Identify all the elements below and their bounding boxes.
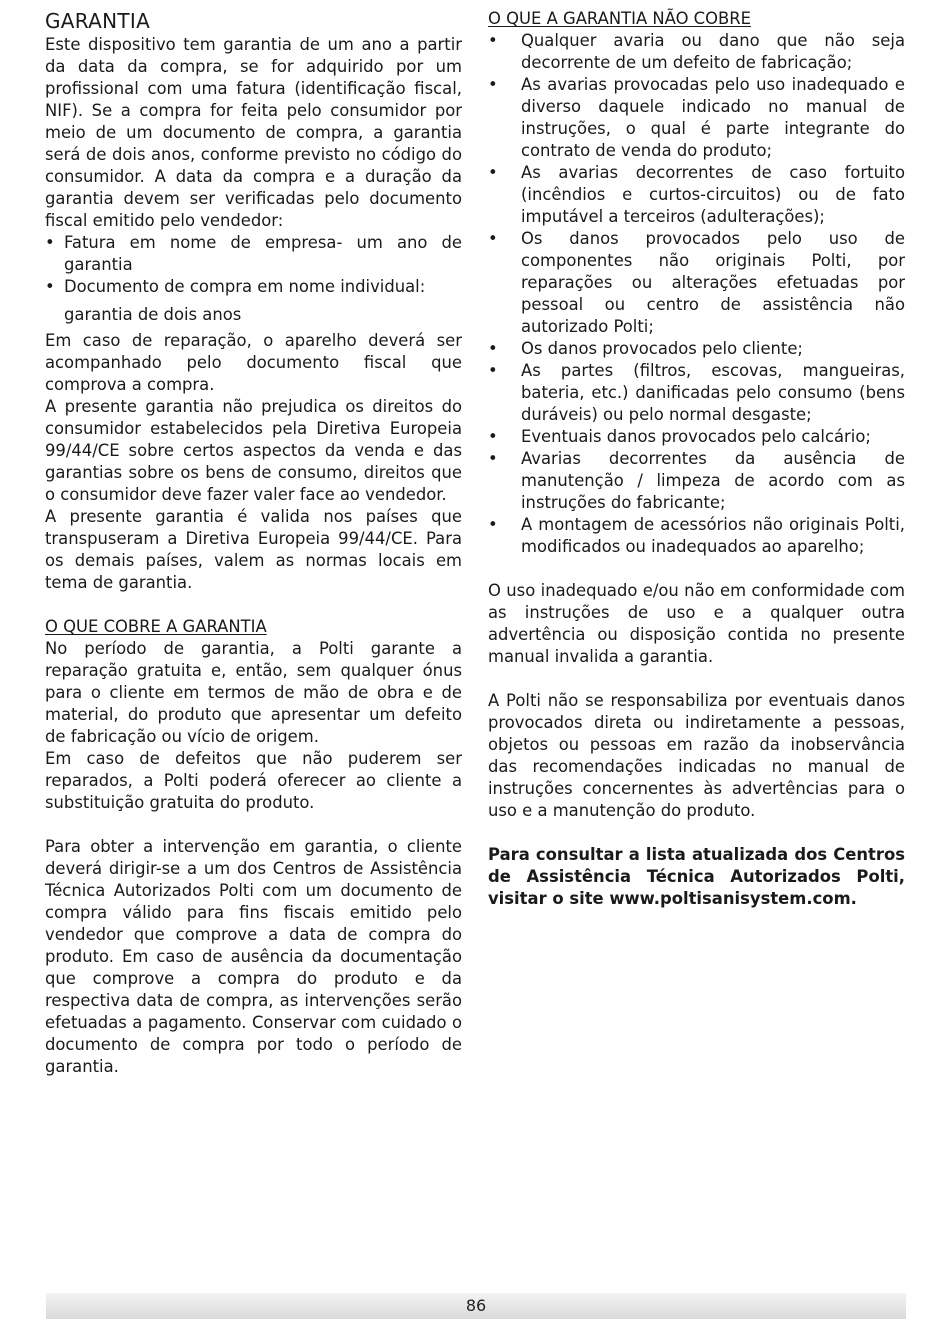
misuse-paragraph: O uso inadequado e/ou não em conformidade com as instruções de uso e a qualquer outra advertência ou disposição contida no presente manual invalida a garantia. — [488, 581, 905, 666]
validity-paragraph: A presente garantia é valida nos países que transpuseram a Diretiva Europeia 99/44/CE. Para os demais países, valem as normas locais em tema de garantia. — [45, 507, 462, 592]
bullet-mark: • — [488, 75, 498, 94]
list-item-text: Qualquer avaria ou dano que não seja decorrente de um defeito de fabricação; — [521, 31, 905, 72]
list-item — [488, 228, 905, 338]
list-item-text: As avarias provocadas pelo uso inadequado e diverso daquele indicado no manual de instruções, o qual é parte integrante do contrato de venda do produto; — [521, 75, 905, 160]
warranty-type-list — [45, 232, 462, 326]
page-number: 86 — [465, 1296, 487, 1315]
list-item — [488, 360, 905, 426]
list-item-text: As avarias decorrentes de caso fortuito (incêndios e curtos-circuitos) ou de fato imputável a terceiros (adulterações); — [521, 163, 905, 226]
list-item-text: A montagem de acessórios não originais Polti, modificados ou inadequados ao aparelho; — [521, 515, 905, 556]
bullet-mark: • — [488, 229, 498, 248]
list-item — [488, 338, 905, 360]
list-item-text: Documento de compra em nome individual: — [64, 277, 426, 296]
list-item-text: Fatura em nome de empresa- um ano de garantia — [64, 233, 462, 274]
left-column — [45, 8, 462, 1078]
bullet-mark: • — [488, 427, 498, 446]
list-item — [488, 426, 905, 448]
repair-paragraph: Em caso de reparação, o aparelho deverá ser acompanhado pelo documento fiscal que comprova a compra. — [45, 331, 462, 394]
list-item-text: Eventuais danos provocados pelo calcário; — [521, 427, 871, 446]
list-item — [488, 448, 905, 514]
list-item-text: Os danos provocados pelo cliente; — [521, 339, 803, 358]
page-title: GARANTIA — [45, 9, 151, 33]
not-covered-list — [488, 30, 905, 558]
list-item — [488, 514, 905, 558]
list-item — [488, 30, 905, 74]
covers-heading: O QUE COBRE A GARANTIA — [45, 617, 267, 636]
right-column — [488, 8, 905, 910]
list-item — [488, 162, 905, 228]
bullet-mark: • — [45, 277, 55, 296]
service-paragraph: Para obter a intervenção em garantia, o cliente deverá dirigir-se a um dos Centros de Assistência Técnica Autorizados Polti com um documento de compra válido para fins fiscais emitido pelo vendedor que comprove a data de compra do produto. Em caso de ausência da documentação que comprove a compra do produto e da respectiva data de compra, as intervenções serão efetuadas a pagamento. Conservar com cuidado o documento de compra por todo o período de garantia. — [45, 837, 462, 1076]
list-item-text: As partes (filtros, escovas, mangueiras, bateria, etc.) danificadas pelo consumo (bens duráveis) ou pelo normal desgaste; — [521, 361, 905, 424]
list-item — [45, 276, 462, 326]
list-item-text-continued: garantia de dois anos — [64, 305, 242, 324]
liability-paragraph: A Polti não se responsabiliza por eventuais danos provocados direta ou indiretamente a pessoas, objetos ou pessoas em razão da inobservância das recomendações indicadas no manual de instruções concernentes às advertências para o uso e a manutenção do produto. — [488, 691, 905, 820]
footer-bar — [46, 1293, 906, 1319]
warranty-intro: Este dispositivo tem garantia de um ano a partir da data da compra, se for adquirido por um profissional com uma fatura (identificação fiscal, NIF). Se a compra for feita pelo consumidor por meio de um documento de compra, a garantia será de dois anos, conforme previsto no código do consumidor. A data da compra e a duração da garantia devem ser verificadas pelo documento fiscal emitido pelo vendedor: — [45, 35, 462, 230]
bullet-mark: • — [488, 31, 498, 50]
list-item — [488, 74, 905, 162]
list-item — [45, 232, 462, 276]
list-item-text: Os danos provocados pelo uso de componentes não originais Polti, por reparações ou alterações efetuadas por pessoal ou centro de assistência não autorizado Polti; — [521, 229, 905, 336]
bullet-mark: • — [488, 361, 498, 380]
not-covered-heading: O QUE A GARANTIA NÃO COBRE — [488, 9, 752, 28]
list-item-text: Avarias decorrentes da ausência de manutenção / limpeza de acordo com as instruções do fabricante; — [521, 449, 905, 512]
bullet-mark: • — [488, 515, 498, 534]
bullet-mark: • — [45, 233, 55, 252]
covers-paragraph-1: No período de garantia, a Polti garante a reparação gratuita e, então, sem qualquer ónus para o cliente em termos de mão de obra e de material, do produto que apresentar um defeito de fabricação ou vício de origem. — [45, 639, 462, 746]
bullet-mark: • — [488, 163, 498, 182]
bullet-mark: • — [488, 449, 498, 468]
rights-paragraph: A presente garantia não prejudica os direitos do consumidor estabelecidos pela Diretiva Europeia 99/44/CE sobre certos aspectos da venda e das garantias sobre os bens de consumo, direitos que o consumidor deve fazer valer face ao vendedor. — [45, 397, 462, 504]
covers-paragraph-2: Em caso de defeitos que não puderem ser reparados, a Polti poderá oferecer ao cliente a substituição gratuita do produto. — [45, 749, 462, 812]
bullet-mark: • — [488, 339, 498, 358]
service-centers-note: Para consultar a lista atualizada dos Centros de Assistência Técnica Autorizados Polti, visitar o site www.poltisanisystem.com. — [488, 845, 905, 908]
